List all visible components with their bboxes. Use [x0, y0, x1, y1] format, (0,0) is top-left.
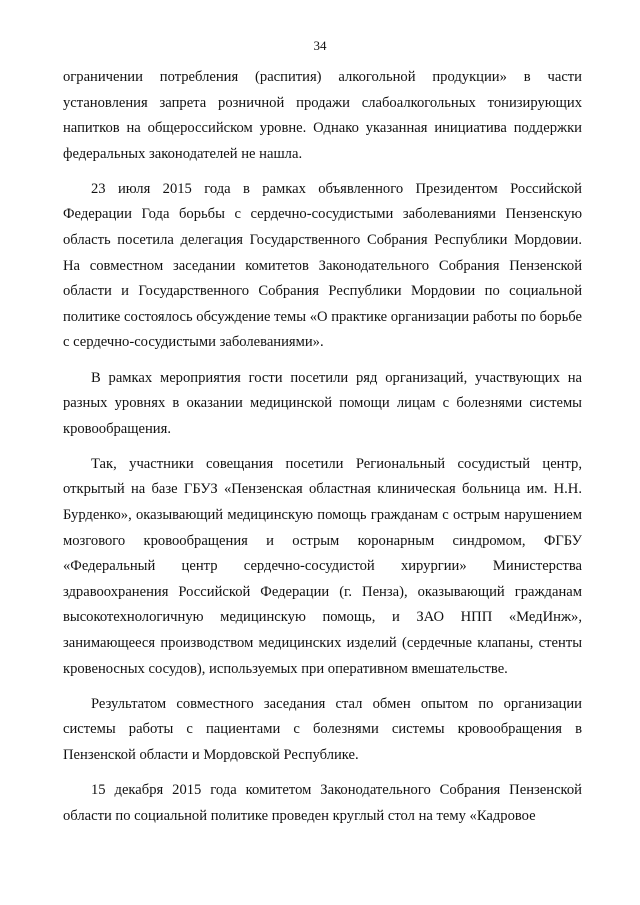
document-body: [63, 65, 582, 839]
paragraph-delegation-visit: 23 июля 2015 года в рамках объявленного Президентом Российской Федерации Года борьбы с сердечно-сосудистыми заболеваниями Пензенскую область посетила делегация Государственного Собрания Республики Мордовии. На совместном заседании комитетов Законодательного Собрания Пензенской области и Государственного Собрания Республики Мордовии по социальной политике состоялось обсуждение темы «О практике организации работы по борьбе с сердечно-сосудистыми заболеваниями».: [63, 180, 582, 351]
page-number: 34: [313, 38, 327, 53]
paragraph-continuation: ограничении потребления (распития) алкогольной продукции» в части установления запрета розничной продажи слабоалкогольных тонизирующих напитков на общероссийском уровне. Однако указанная инициатива поддержки федеральных законодателей не нашла.: [63, 69, 582, 162]
paragraph-vascular-center: Так, участники совещания посетили Региональный сосудистый центр, открытый на базе ГБУЗ «Пензенская областная клиническая больница им. Н.Н. Бурденко», оказывающий медицинскую помощь гражданам с острым нарушением мозгового кровообращения и острым коронарным синдромом, ФГБУ «Федеральный центр сердечно-сосудистой хирургии» Министерства здравоохранения Российской Федерации (г. Пенза), оказывающий гражданам высокотехнологичную медицинскую помощь, и ЗАО НПП «МедИнж», занимающееся производством медицинских изделий (сердечные клапаны, стенты кровеносных сосудов), используемых при оперативном вмешательстве.: [63, 455, 582, 677]
paragraph-meeting-result: Результатом совместного заседания стал обмен опытом по организации системы работы с пациентами с болезнями системы кровообращения в Пензенской области и Мордовской Республике.: [63, 695, 582, 763]
paragraph-organizations-visited: В рамках мероприятия гости посетили ряд организаций, участвующих на разных уровнях в оказании медицинской помощи лицам с болезнями системы кровообращения.: [63, 369, 582, 437]
paragraph-round-table: 15 декабря 2015 года комитетом Законодательного Собрания Пензенской области по социальной политике проведен круглый стол на тему «Кадровое: [63, 781, 582, 824]
